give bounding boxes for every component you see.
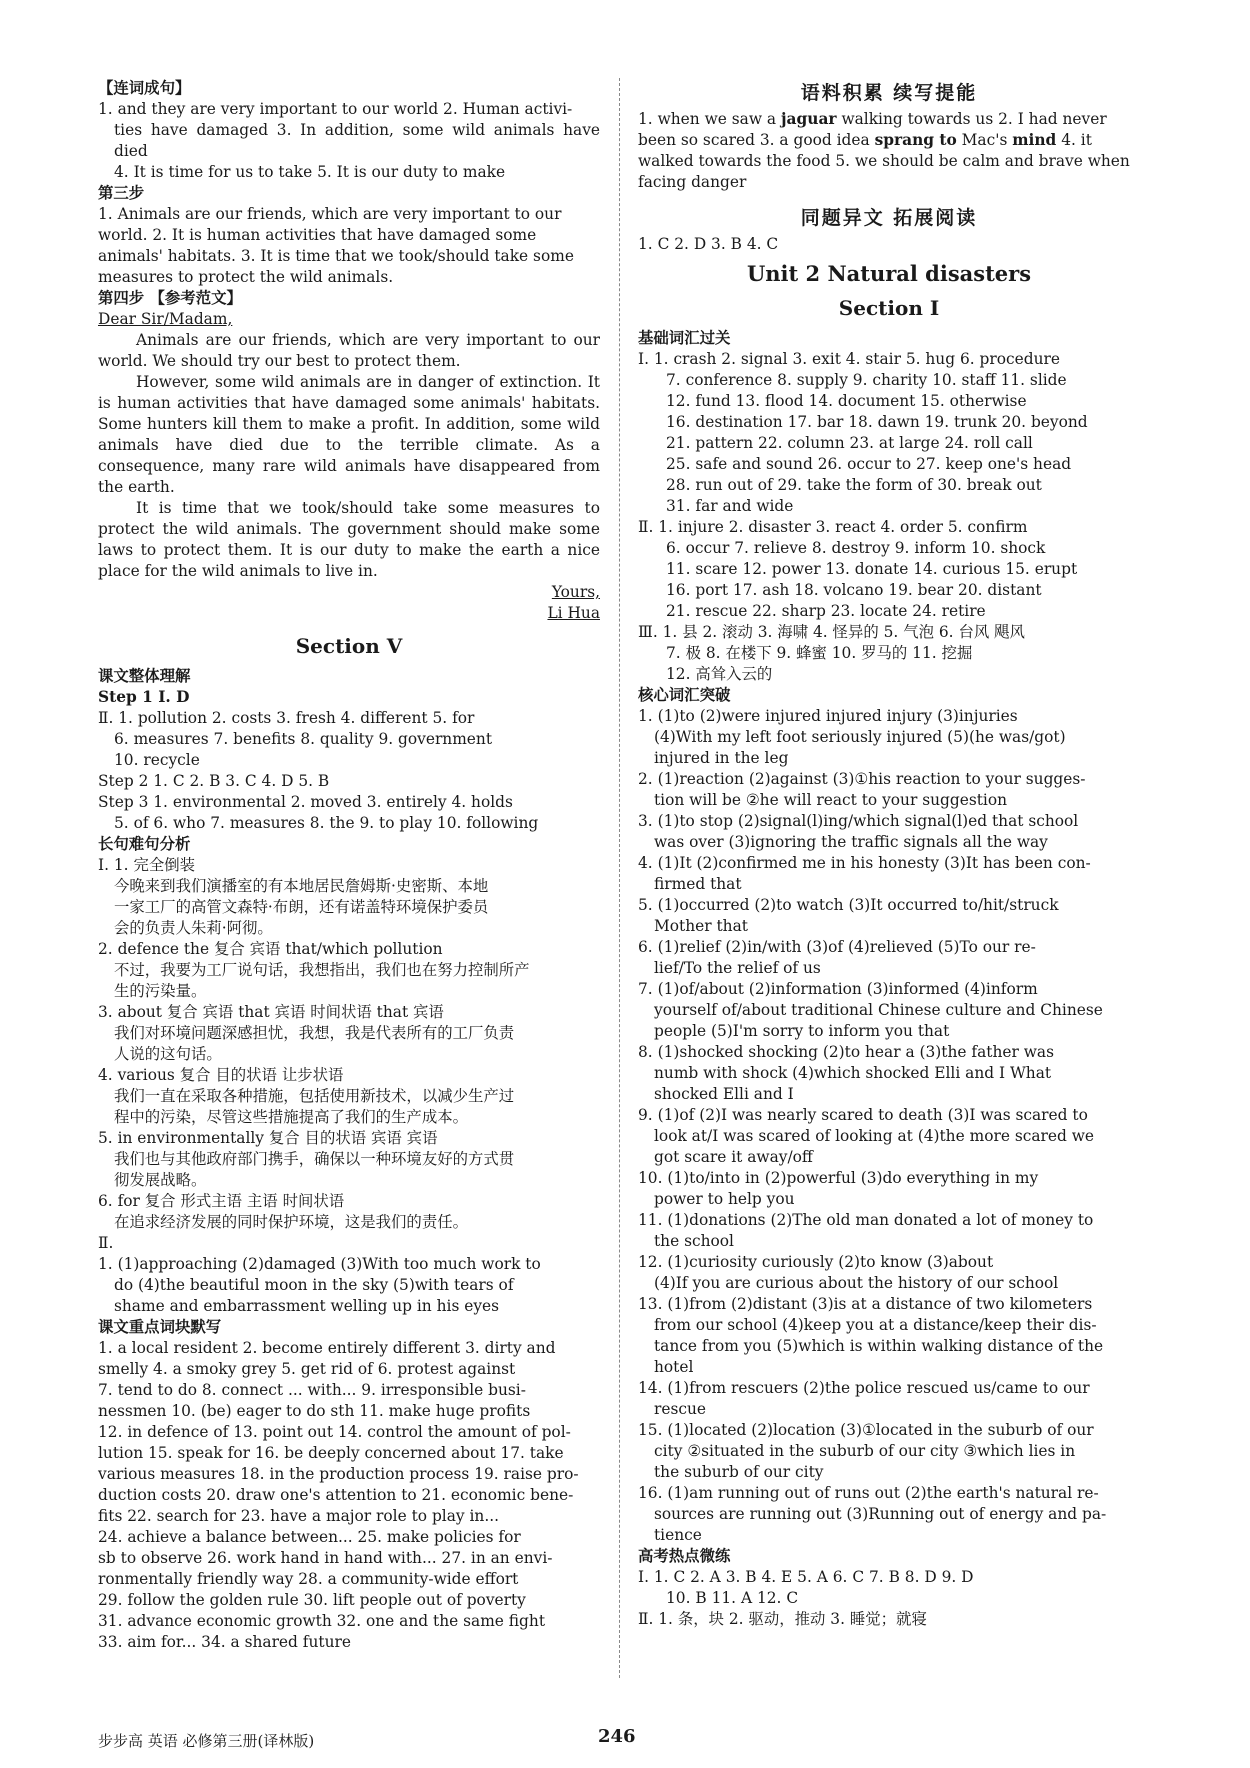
text-line: (4)If you are curious about the history of our school: [654, 1274, 1059, 1292]
step3-label: 第三步: [98, 184, 145, 202]
text-line: shocked Elli and I: [654, 1085, 794, 1103]
text-line: 11. (1)donations (2)The old man donated a lot of money to: [638, 1211, 1094, 1229]
text-line: look at/I was scared of looking at (4)the more scared we: [654, 1127, 1095, 1145]
text-line: ties have damaged 3. In addition, some wild animals have died: [114, 121, 600, 160]
step3b-block: [98, 792, 600, 834]
salutation: Dear Sir/Madam,: [98, 310, 233, 328]
sign-name: Li Hua: [547, 604, 600, 622]
text-line: 1. Animals are our friends, which are very important to our: [98, 205, 562, 223]
text-line: facing danger: [638, 173, 747, 191]
text-line: world. 2. It is human activities that have damaged some: [98, 226, 537, 244]
text-line: 12. (1)curiosity curiously (2)to know (3)about: [638, 1253, 994, 1271]
text-line: 我们也与其他政府部门携手，确保以一种环境友好的方式贯: [114, 1150, 515, 1168]
text-line: nessmen 10. (be) eager to do sth 11. make huge profits: [98, 1402, 531, 1420]
text-line: Ⅱ. 1. 条，块 2. 驱动，推动 3. 睡觉；就寝: [638, 1610, 927, 1628]
text-line: people (5)I'm sorry to inform you that: [654, 1022, 950, 1040]
text-line: 9. (1)of (2)I was nearly scared to death (3)I was scared to: [638, 1106, 1088, 1124]
unit-title: Unit 2 Natural disasters: [746, 261, 1032, 286]
text-line: (4)With my left foot seriously injured (5)(he was/got): [654, 728, 1066, 746]
hexin-block: [638, 706, 1140, 1546]
text-line: 24. achieve a balance between... 25. make policies for: [98, 1528, 521, 1546]
text-line: sources are running out (3)Running out of energy and pa-: [654, 1505, 1107, 1523]
text-line: 会的负责人朱莉·阿彻。: [114, 919, 273, 937]
lianci-label: 【连词成句】: [98, 79, 191, 97]
text-line: lief/To the relief of us: [654, 959, 821, 977]
text-line: 10. (1)to/into in (2)powerful (3)do everything in my: [638, 1169, 1039, 1187]
text-line: 6. measures 7. benefits 8. quality 9. government: [114, 730, 493, 748]
text-line: Ⅲ. 1. 县 2. 滚动 3. 海啸 4. 怪异的 5. 气泡 6. 台风 飓风: [638, 623, 1025, 641]
text-line: the suburb of our city: [654, 1463, 824, 1481]
text-line: 7. conference 8. supply 9. charity 10. staff 11. slide: [666, 371, 1067, 389]
text-line: numb with shock (4)which shocked Elli and I What: [654, 1064, 1052, 1082]
text-line: 13. (1)from (2)distant (3)is at a distance of two kilometers: [638, 1295, 1093, 1313]
right-column: [638, 78, 1140, 1630]
text-line: city ②situated in the suburb of our city ③which lies in: [654, 1442, 1076, 1460]
column-divider: [619, 78, 620, 1678]
step2-line: Step 2 1. C 2. B 3. C 4. D 5. B: [98, 772, 330, 790]
gaokao-block: [638, 1567, 1140, 1630]
text-line: 29. follow the golden rule 30. lift people out of poverty: [98, 1591, 526, 1609]
text-line: 我们一直在采取各种措施，包括使用新技术，以减少生产过: [114, 1087, 515, 1105]
text-line: 7. tend to do 8. connect ... with... 9. irresponsible busi-: [98, 1381, 526, 1399]
text-line: 33. aim for... 34. a shared future: [98, 1633, 351, 1651]
text-line: 在追求经济发展的同时保护环境，这是我们的责任。: [114, 1213, 468, 1231]
changju-label: 长句难句分析: [98, 835, 191, 853]
text-line: injured in the leg: [654, 749, 789, 767]
lianci-block: [98, 99, 600, 183]
text-line: Ⅰ. 1. crash 2. signal 3. exit 4. stair 5. hug 6. procedure: [638, 350, 1060, 368]
text-line: 16. (1)am running out of runs out (2)the earth's natural re-: [638, 1484, 1099, 1502]
text-line: Step 3 1. environmental 2. moved 3. entirely 4. holds: [98, 793, 513, 811]
text-line: 程中的污染，尽管这些措施提高了我们的生产成本。: [114, 1108, 468, 1126]
text-line: 8. (1)shocked shocking (2)to hear a (3)the father was: [638, 1043, 1054, 1061]
text-line: 我们对环境问题深感担忧，我想，我是代表所有的工厂负责: [114, 1024, 515, 1042]
text-line: 10. recycle: [114, 751, 200, 769]
text-line: 一家工厂的高管文森特·布朗，还有诺盖特环境保护委员: [114, 898, 489, 916]
step4-label: 第四步 【参考范文】: [98, 289, 242, 307]
text-line: 21. pattern 22. column 23. at large 24. roll call: [666, 434, 1033, 452]
essay-paragraph: However, some wild animals are in danger of extinction. It is human activities that have damaged some animals' habitats. Some hunters kill them to make a profit. In addition, some wild animals have died due to the terrible climate. As a consequence, many rare wild animals have disappeared from the earth.: [98, 373, 600, 496]
section5-title: Section Ⅴ: [295, 634, 403, 658]
essay-paragraph: Animals are our friends, which are very important to our world. We should try our best to protect them.: [98, 331, 600, 370]
text-line: tion will be ②he will react to your suggestion: [654, 791, 1008, 809]
sign-yours: Yours,: [551, 583, 600, 601]
jichu-block: [638, 349, 1140, 685]
text-line: Ⅱ. 1. pollution 2. costs 3. fresh 4. different 5. for: [98, 709, 475, 727]
text-line: 10. B 11. A 12. C: [666, 1589, 799, 1607]
text-line: 28. run out of 29. take the form of 30. break out: [666, 476, 1042, 494]
text-line: firmed that: [654, 875, 742, 893]
text-line: do (4)the beautiful moon in the sky (5)with tears of: [114, 1276, 514, 1294]
text-line: 12. in defence of 13. point out 14. control the amount of pol-: [98, 1423, 571, 1441]
text-line: ronmentally friendly way 28. a community-wide effort: [98, 1570, 519, 1588]
text-line: 31. advance economic growth 32. one and the same fight: [98, 1612, 545, 1630]
tongti-title: 同题异文 拓展阅读: [800, 207, 978, 229]
text-line: Ⅰ. 1. 完全倒装: [98, 856, 196, 874]
text-line: smelly 4. a smoky grey 5. get rid of 6. protest against: [98, 1360, 516, 1378]
text-line: 7. 极 8. 在楼下 9. 蜂蜜 10. 罗马的 11. 挖掘: [666, 644, 973, 662]
text-line: 16. port 17. ash 18. volcano 19. bear 20. distant: [666, 581, 1042, 599]
text-line: duction costs 20. draw one's attention to 21. economic bene-: [98, 1486, 574, 1504]
text-line: 25. safe and sound 26. occur to 27. keep one's head: [666, 455, 1072, 473]
text-line: hotel: [654, 1358, 694, 1376]
text-line: 2. defence the 复合 宾语 that/which pollution: [98, 940, 443, 958]
hexin-label: 核心词汇突破: [638, 686, 731, 704]
mo-block: [98, 1338, 600, 1653]
left-column: [98, 78, 600, 1653]
text-line: 4. (1)It (2)confirmed me in his honesty (3)It has been con-: [638, 854, 1091, 872]
mo-label: 课文重点词块默写: [98, 1318, 222, 1336]
text-line: 12. 高耸入云的: [666, 665, 773, 683]
text-line: various measures 18. in the production process 19. raise pro-: [98, 1465, 579, 1483]
jichu-label: 基础词汇过关: [638, 329, 731, 347]
text-line: Ⅱ.: [98, 1234, 114, 1252]
text-line: been so scared 3. a good idea sprang to Mac's mind 4. it: [638, 131, 1092, 149]
text-line: the school: [654, 1232, 734, 1250]
text-line: 6. occur 7. relieve 8. destroy 9. inform 10. shock: [666, 539, 1046, 557]
text-line: 12. fund 13. flood 14. document 15. otherwise: [666, 392, 1027, 410]
text-line: from our school (4)keep you at a distance/keep their dis-: [654, 1316, 1097, 1334]
text-line: 14. (1)from rescuers (2)the police rescued us/came to our: [638, 1379, 1090, 1397]
text-line: 3. (1)to stop (2)signal(l)ing/which signal(l)ed that school: [638, 812, 1079, 830]
text-line: sb to observe 26. work hand in hand with... 27. in an envi-: [98, 1549, 553, 1567]
text-line: shame and embarrassment welling up in his eyes: [114, 1297, 500, 1315]
text-line: 16. destination 17. bar 18. dawn 19. trunk 20. beyond: [666, 413, 1088, 431]
page-number: 246: [598, 1726, 636, 1747]
text-line: 5. in environmentally 复合 目的状语 宾语 宾语: [98, 1129, 438, 1147]
text-line: 今晚来到我们演播室的有本地居民詹姆斯·史密斯、本地: [114, 877, 489, 895]
text-line: 6. (1)relief (2)in/with (3)of (4)relieved (5)To our re-: [638, 938, 1036, 956]
section1-title: Section Ⅰ: [838, 296, 940, 320]
text-line: tance from you (5)which is within walking distance of the: [654, 1337, 1104, 1355]
text-line: 3. about 复合 宾语 that 宾语 时间状语 that 宾语: [98, 1003, 444, 1021]
text-line: 31. far and wide: [666, 497, 794, 515]
text-line: 5. of 6. who 7. measures 8. the 9. to play 10. following: [114, 814, 539, 832]
gaokao-label: 高考热点微练: [638, 1547, 731, 1565]
text-line: 生的污染量。: [114, 982, 207, 1000]
text-line: 不过，我要为工厂说句话，我想指出，我们也在努力控制所产: [114, 961, 530, 979]
yuliao-block: [638, 109, 1140, 193]
text-line: Mother that: [654, 917, 748, 935]
text-line: lution 15. speak for 16. be deeply concerned about 17. take: [98, 1444, 564, 1462]
text-line: got scare it away/off: [654, 1148, 813, 1166]
text-line: rescue: [654, 1400, 707, 1418]
text-line: walked towards the food 5. we should be calm and brave when: [638, 152, 1130, 170]
text-line: 2. (1)reaction (2)against (3)①his reaction to your sugges-: [638, 770, 1086, 788]
text-line: 4. various 复合 目的状语 让步状语: [98, 1066, 344, 1084]
text-line: 1. (1)to (2)were injured injured injury (3)injuries: [638, 707, 1018, 725]
text-line: was over (3)ignoring the traffic signals all the way: [654, 833, 1048, 851]
text-line: 1. when we saw a jaguar walking towards us 2. I had never: [638, 110, 1107, 128]
changju-block: [98, 855, 600, 1317]
text-line: power to help you: [654, 1190, 795, 1208]
text-line: 1. a local resident 2. become entirely different 3. dirty and: [98, 1339, 556, 1357]
text-line: 6. for 复合 形式主语 主语 时间状语: [98, 1192, 345, 1210]
essay: [98, 330, 600, 582]
text-line: 11. scare 12. power 13. donate 14. curious 15. erupt: [666, 560, 1078, 578]
text-line: 1. (1)approaching (2)damaged (3)With too much work to: [98, 1255, 541, 1273]
text-line: Ⅰ. 1. C 2. A 3. B 4. E 5. A 6. C 7. B 8. D 9. D: [638, 1568, 974, 1586]
text-line: Ⅱ. 1. injure 2. disaster 3. react 4. order 5. confirm: [638, 518, 1028, 536]
text-line: 15. (1)located (2)location (3)①located in the suburb of our: [638, 1421, 1094, 1439]
text-line: fits 22. search for 23. have a major role to play in...: [98, 1507, 499, 1525]
text-line: 人说的这句话。: [114, 1045, 222, 1063]
step3-block: [98, 204, 600, 288]
text-line: 5. (1)occurred (2)to watch (3)It occurred to/hit/struck: [638, 896, 1059, 914]
kewen-label: 课文整体理解: [98, 667, 191, 685]
step1-ii-block: [98, 708, 600, 771]
text-line: animals' habitats. 3. It is time that we took/should take some: [98, 247, 574, 265]
step1-line: Step 1 Ⅰ. D: [98, 688, 190, 706]
text-line: 4. It is time for us to take 5. It is our duty to make: [114, 163, 506, 181]
tongti-line: 1. C 2. D 3. B 4. C: [638, 235, 779, 253]
text-line: 21. rescue 22. sharp 23. locate 24. retire: [666, 602, 986, 620]
text-line: measures to protect the wild animals.: [98, 268, 394, 286]
book-footer: 步步高 英语 必修第三册(译林版): [98, 1732, 315, 1750]
yuliao-title: 语料积累 续写提能: [800, 82, 978, 104]
text-line: 彻发展战略。: [114, 1171, 207, 1189]
text-line: 7. (1)of/about (2)information (3)informed (4)inform: [638, 980, 1038, 998]
text-line: 1. and they are very important to our world 2. Human activi-: [98, 100, 573, 118]
text-line: yourself of/about traditional Chinese culture and Chinese: [654, 1001, 1103, 1019]
text-line: tience: [654, 1526, 702, 1544]
essay-paragraph: It is time that we took/should take some measures to protect the wild animals. The government should make some laws to protect them. It is our duty to make the earth a nice place for the wild animals to live in.: [98, 499, 600, 580]
